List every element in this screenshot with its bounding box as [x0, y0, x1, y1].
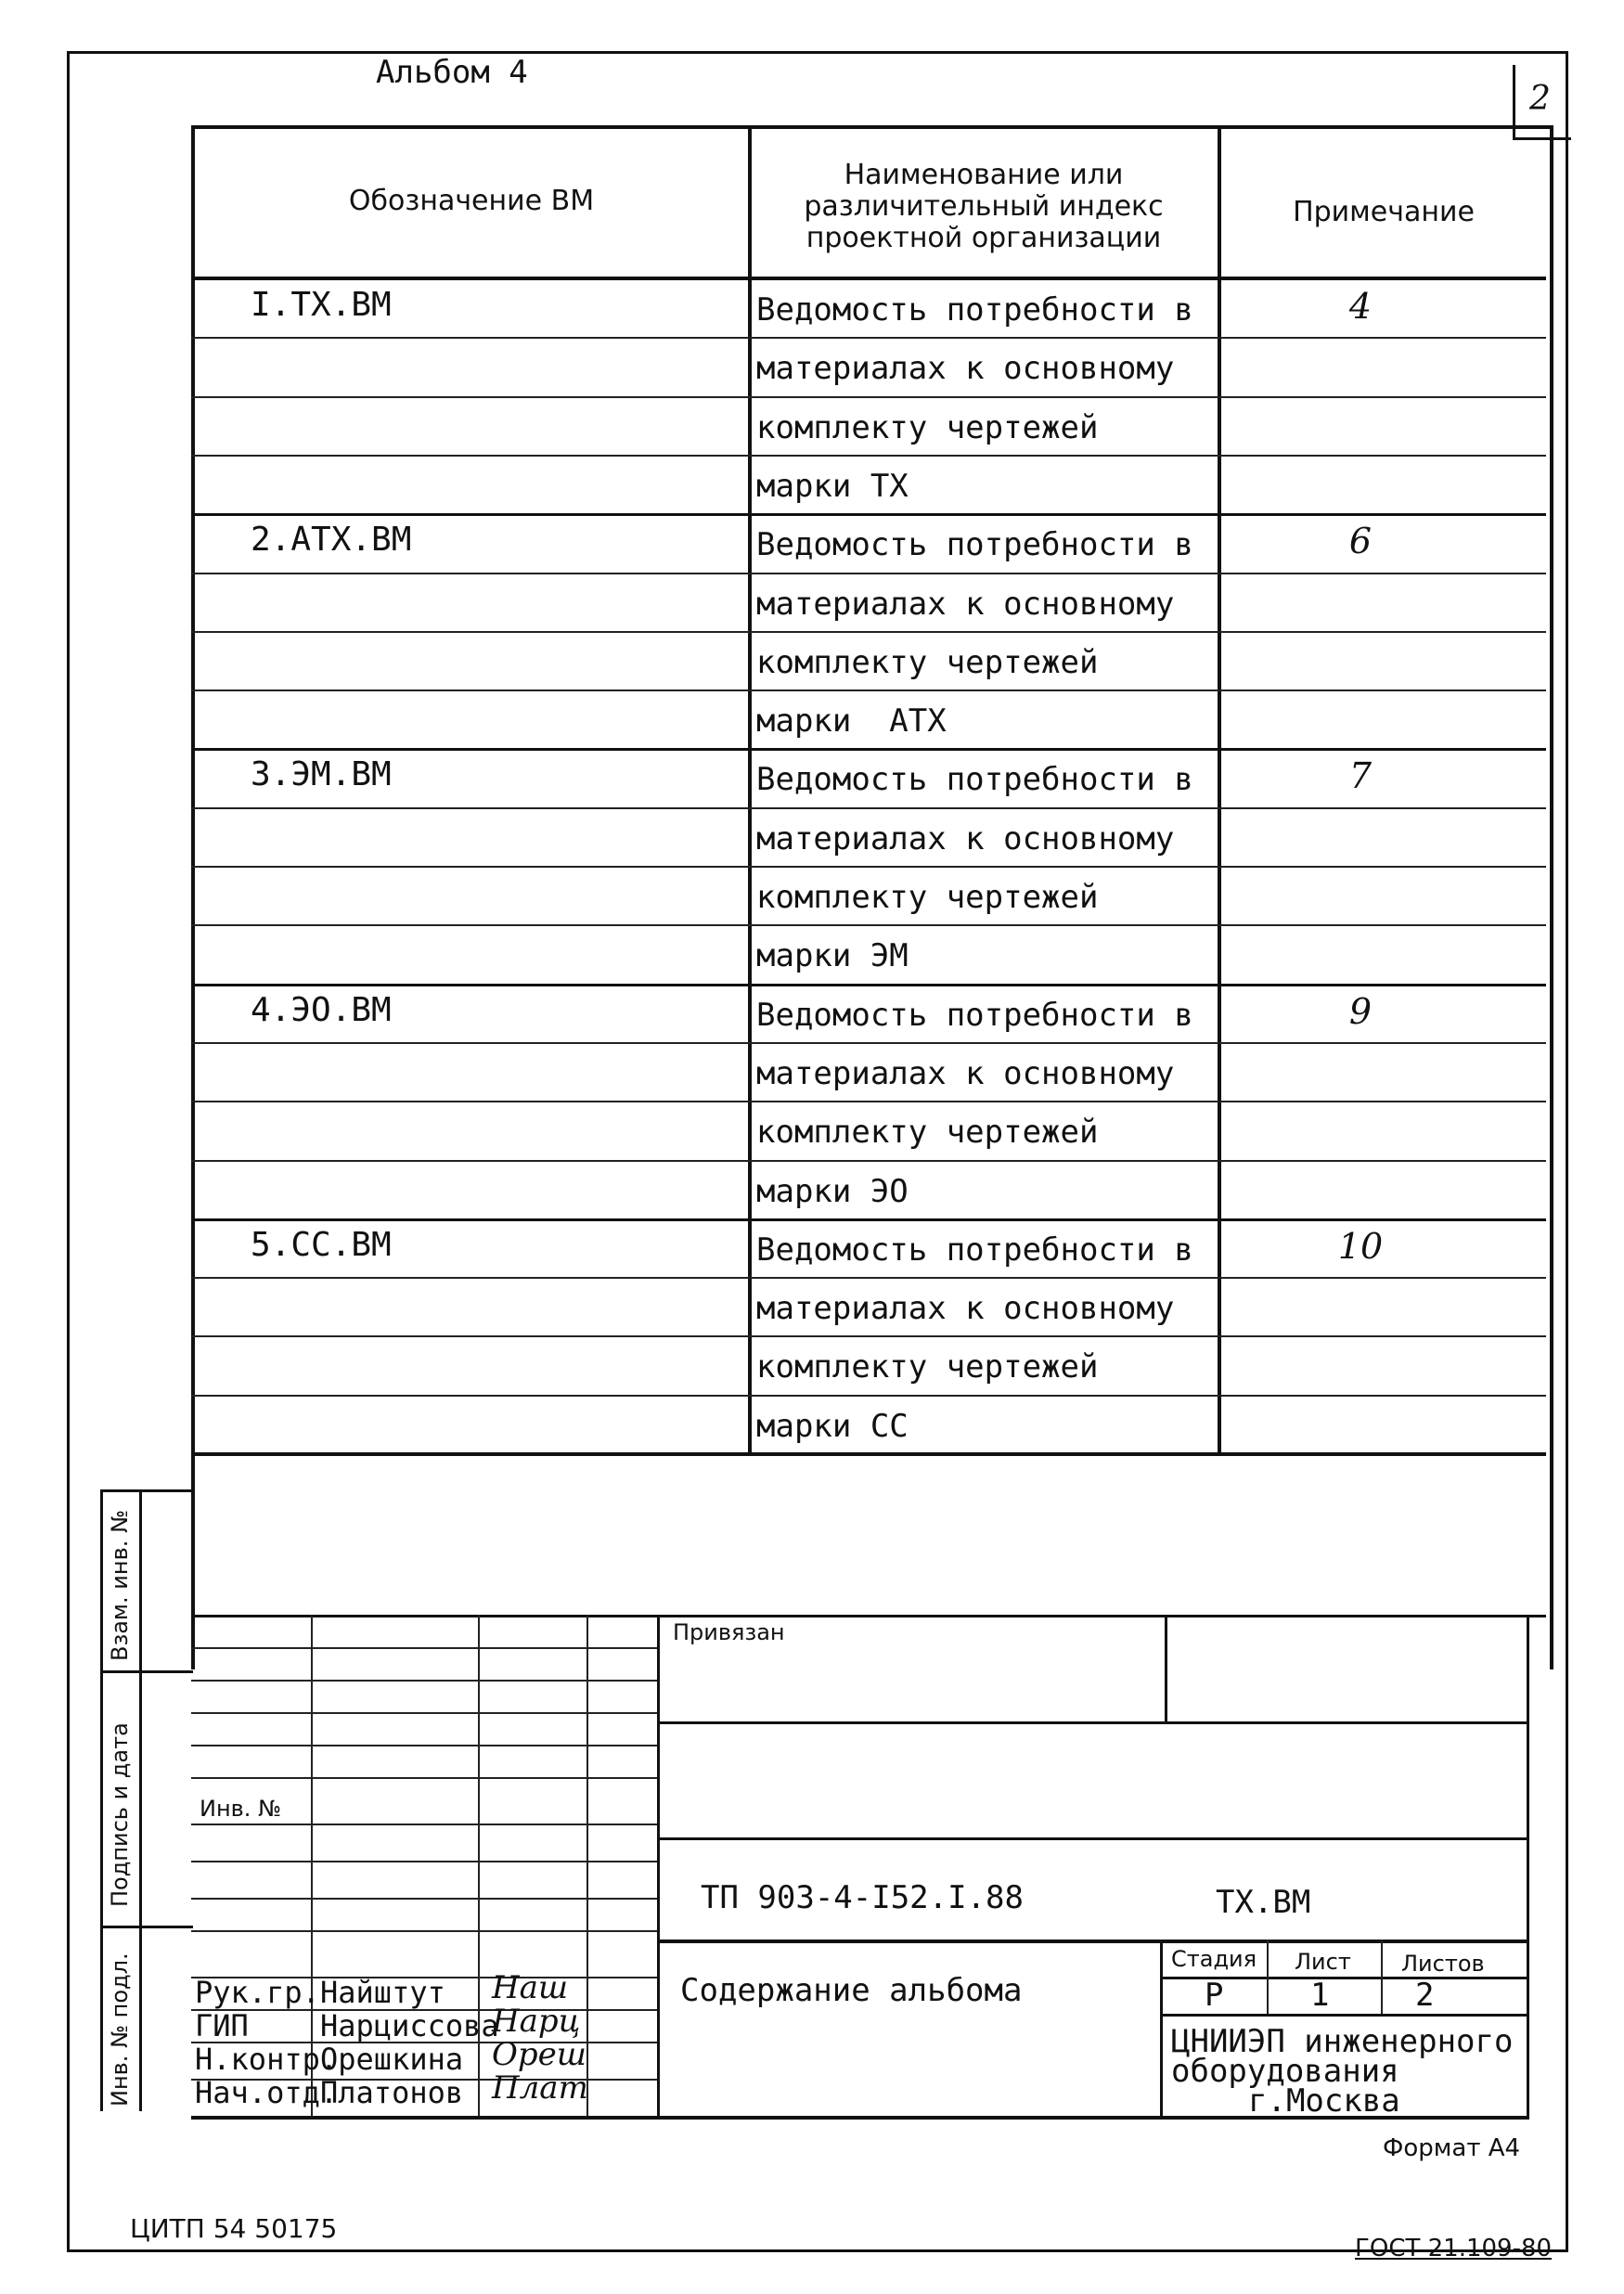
org-line3: г.Москва: [1248, 2082, 1400, 2120]
title-block-grid-line: [191, 1824, 657, 1825]
document-title: Содержание альбома: [680, 1972, 1023, 2009]
row-description-line: Ведомость потребности в: [756, 1231, 1193, 1269]
row-line: [191, 1218, 1546, 1221]
row-line: [191, 1042, 1546, 1044]
signer-name: Найштут: [320, 1975, 445, 2010]
row-line: [191, 513, 1546, 516]
title-block-top-line: [191, 1615, 1546, 1617]
title-block-grid-line: [191, 1712, 657, 1714]
signer-signature: Ореш: [492, 2036, 586, 2073]
row-code: 4.ЭО.ВМ: [251, 990, 392, 1029]
row-line: [191, 396, 1546, 398]
side-label-inv: Инв. № подл.: [107, 1952, 133, 2107]
tb-col-privyazan: [1165, 1615, 1167, 1721]
header-bottom-line: [191, 277, 1546, 280]
tb-line-c: [657, 1940, 1527, 1943]
footer-right: ГОСТ 21.109-80: [1355, 2235, 1553, 2262]
row-description-line: комплекту чертежей: [756, 1114, 1099, 1152]
col-divider-1: [748, 125, 752, 1452]
signer-name: Орешкина: [320, 2042, 464, 2077]
signer-role: Рук.гр.: [195, 1975, 320, 2010]
row-line: [191, 984, 1546, 986]
row-line: [191, 1160, 1546, 1162]
signer-role: ГИП: [195, 2008, 249, 2043]
side-label-podpis: Подпись и дата: [107, 1722, 133, 1907]
title-block-grid-line: [191, 1861, 657, 1862]
row-line: [191, 1277, 1546, 1279]
doc-mark: ТХ.ВМ: [1216, 1884, 1311, 1921]
row-description-line: марки ЭМ: [756, 937, 909, 975]
tb-right: [1527, 1615, 1529, 2116]
row-description-line: Ведомость потребности в: [756, 761, 1193, 799]
footer-left: ЦИТП 54 50175: [130, 2213, 338, 2244]
row-description-line: материалах к основному: [756, 1054, 1175, 1092]
sheet-value: 1: [1310, 1977, 1330, 2014]
row-note: 4: [1348, 286, 1373, 327]
row-line: [191, 1101, 1546, 1102]
privyazan-label: Привязан: [673, 1619, 785, 1645]
row-description-line: комплекту чертежей: [756, 643, 1099, 681]
tb-line-a: [657, 1721, 1527, 1724]
tb-col-4: [657, 1615, 660, 2116]
signer-signature: Наш: [492, 1969, 569, 2006]
row-code: I.ТХ.ВМ: [251, 286, 392, 324]
row-description-line: материалах к основному: [756, 350, 1175, 388]
row-description-line: марки СС: [756, 1407, 909, 1445]
row-description-line: марки ТХ: [756, 467, 909, 505]
side-stamp-sep1: [100, 1670, 193, 1673]
tb-col-3: [586, 1615, 588, 2116]
row-description-line: комплекту чертежей: [756, 408, 1099, 446]
side-stamp-sep2: [100, 1926, 193, 1928]
row-line: [191, 689, 1546, 691]
row-description-line: материалах к основному: [756, 819, 1175, 857]
row-note: 9: [1348, 990, 1373, 1032]
row-description-line: Ведомость потребности в: [756, 526, 1193, 564]
side-stamp-left: [100, 1489, 103, 2111]
org-line2: оборудования: [1171, 2053, 1399, 2090]
tb-col-1: [311, 1615, 313, 2116]
row-note: 6: [1348, 521, 1373, 562]
row-description-line: марки ЭО: [756, 1172, 909, 1210]
row-note: 10: [1337, 1225, 1384, 1267]
signer-name: Нарциссова: [320, 2008, 499, 2043]
sheets-value: 2: [1415, 1977, 1435, 2014]
row-line: [191, 573, 1546, 574]
row-description-line: материалах к основному: [756, 585, 1175, 623]
row-code: 2.АТХ.ВМ: [251, 521, 412, 560]
title-block-grid-line: [191, 1898, 657, 1900]
row-description-line: Ведомость потребности в: [756, 996, 1193, 1034]
row-line: [191, 866, 1546, 868]
signer-name: Платонов: [320, 2075, 464, 2110]
side-stamp-mid: [139, 1489, 142, 2111]
title-block-grid-line: [191, 1930, 657, 1932]
side-stamp-top: [100, 1489, 193, 1492]
header-note: Примечание: [1293, 196, 1475, 228]
side-label-vzam: Взам. инв. №: [107, 1510, 133, 1661]
row-line: [191, 455, 1546, 457]
stage-label: Стадия: [1171, 1946, 1257, 1972]
signer-role: Нач.отд.: [195, 2075, 339, 2110]
row-line: [191, 924, 1546, 926]
row-line: [191, 337, 1546, 339]
title-block-grid-line: [191, 1745, 657, 1746]
doc-code: ТП 903-4-I52.I.88: [701, 1879, 1024, 1916]
header-designation: Обозначение ВМ: [348, 185, 595, 217]
album-label: Альбом 4: [376, 54, 528, 91]
tb-line-b: [657, 1837, 1527, 1840]
tb-line-e: [1160, 2014, 1527, 2017]
corner-sheet-number: 2: [1529, 80, 1551, 118]
row-description-line: Ведомость потребности в: [756, 291, 1193, 329]
row-line: [191, 807, 1546, 809]
header-name: Наименование или различительный индекс проектной организации: [804, 159, 1164, 254]
tb-col-sheet: [1267, 1940, 1269, 2014]
title-block-grid-line: [191, 1647, 657, 1649]
sheet-label: Лист: [1295, 1949, 1351, 1975]
tb-col-stage: [1160, 1940, 1163, 2116]
table-end-line: [191, 1452, 1546, 1456]
row-line: [191, 748, 1546, 751]
row-description-line: материалах к основному: [756, 1290, 1175, 1328]
tb-col-sheets: [1381, 1940, 1383, 2014]
row-description-line: марки АТХ: [756, 702, 947, 741]
row-description-line: комплекту чертежей: [756, 879, 1099, 916]
row-line: [191, 1395, 1546, 1397]
signer-signature: Нарц: [492, 2003, 581, 2040]
stage-value: Р: [1205, 1977, 1224, 2014]
row-code: 5.СС.ВМ: [251, 1225, 392, 1264]
inv-no-label: Инв. №: [200, 1796, 282, 1822]
row-line: [191, 631, 1546, 633]
sheets-label: Листов: [1401, 1951, 1485, 1977]
row-note: 7: [1348, 755, 1373, 797]
title-block-grid-line: [191, 1680, 657, 1682]
org-line1: ЦНИИЭП инженерного: [1171, 2023, 1514, 2060]
signer-signature: Плат: [492, 2069, 588, 2107]
format-label: Формат А4: [1383, 2134, 1521, 2162]
row-description-line: комплекту чертежей: [756, 1348, 1099, 1386]
title-block-grid-line: [191, 1777, 657, 1779]
row-line: [191, 1335, 1546, 1337]
row-code: 3.ЭМ.ВМ: [251, 755, 392, 794]
signer-role: Н.контр.: [195, 2042, 339, 2077]
